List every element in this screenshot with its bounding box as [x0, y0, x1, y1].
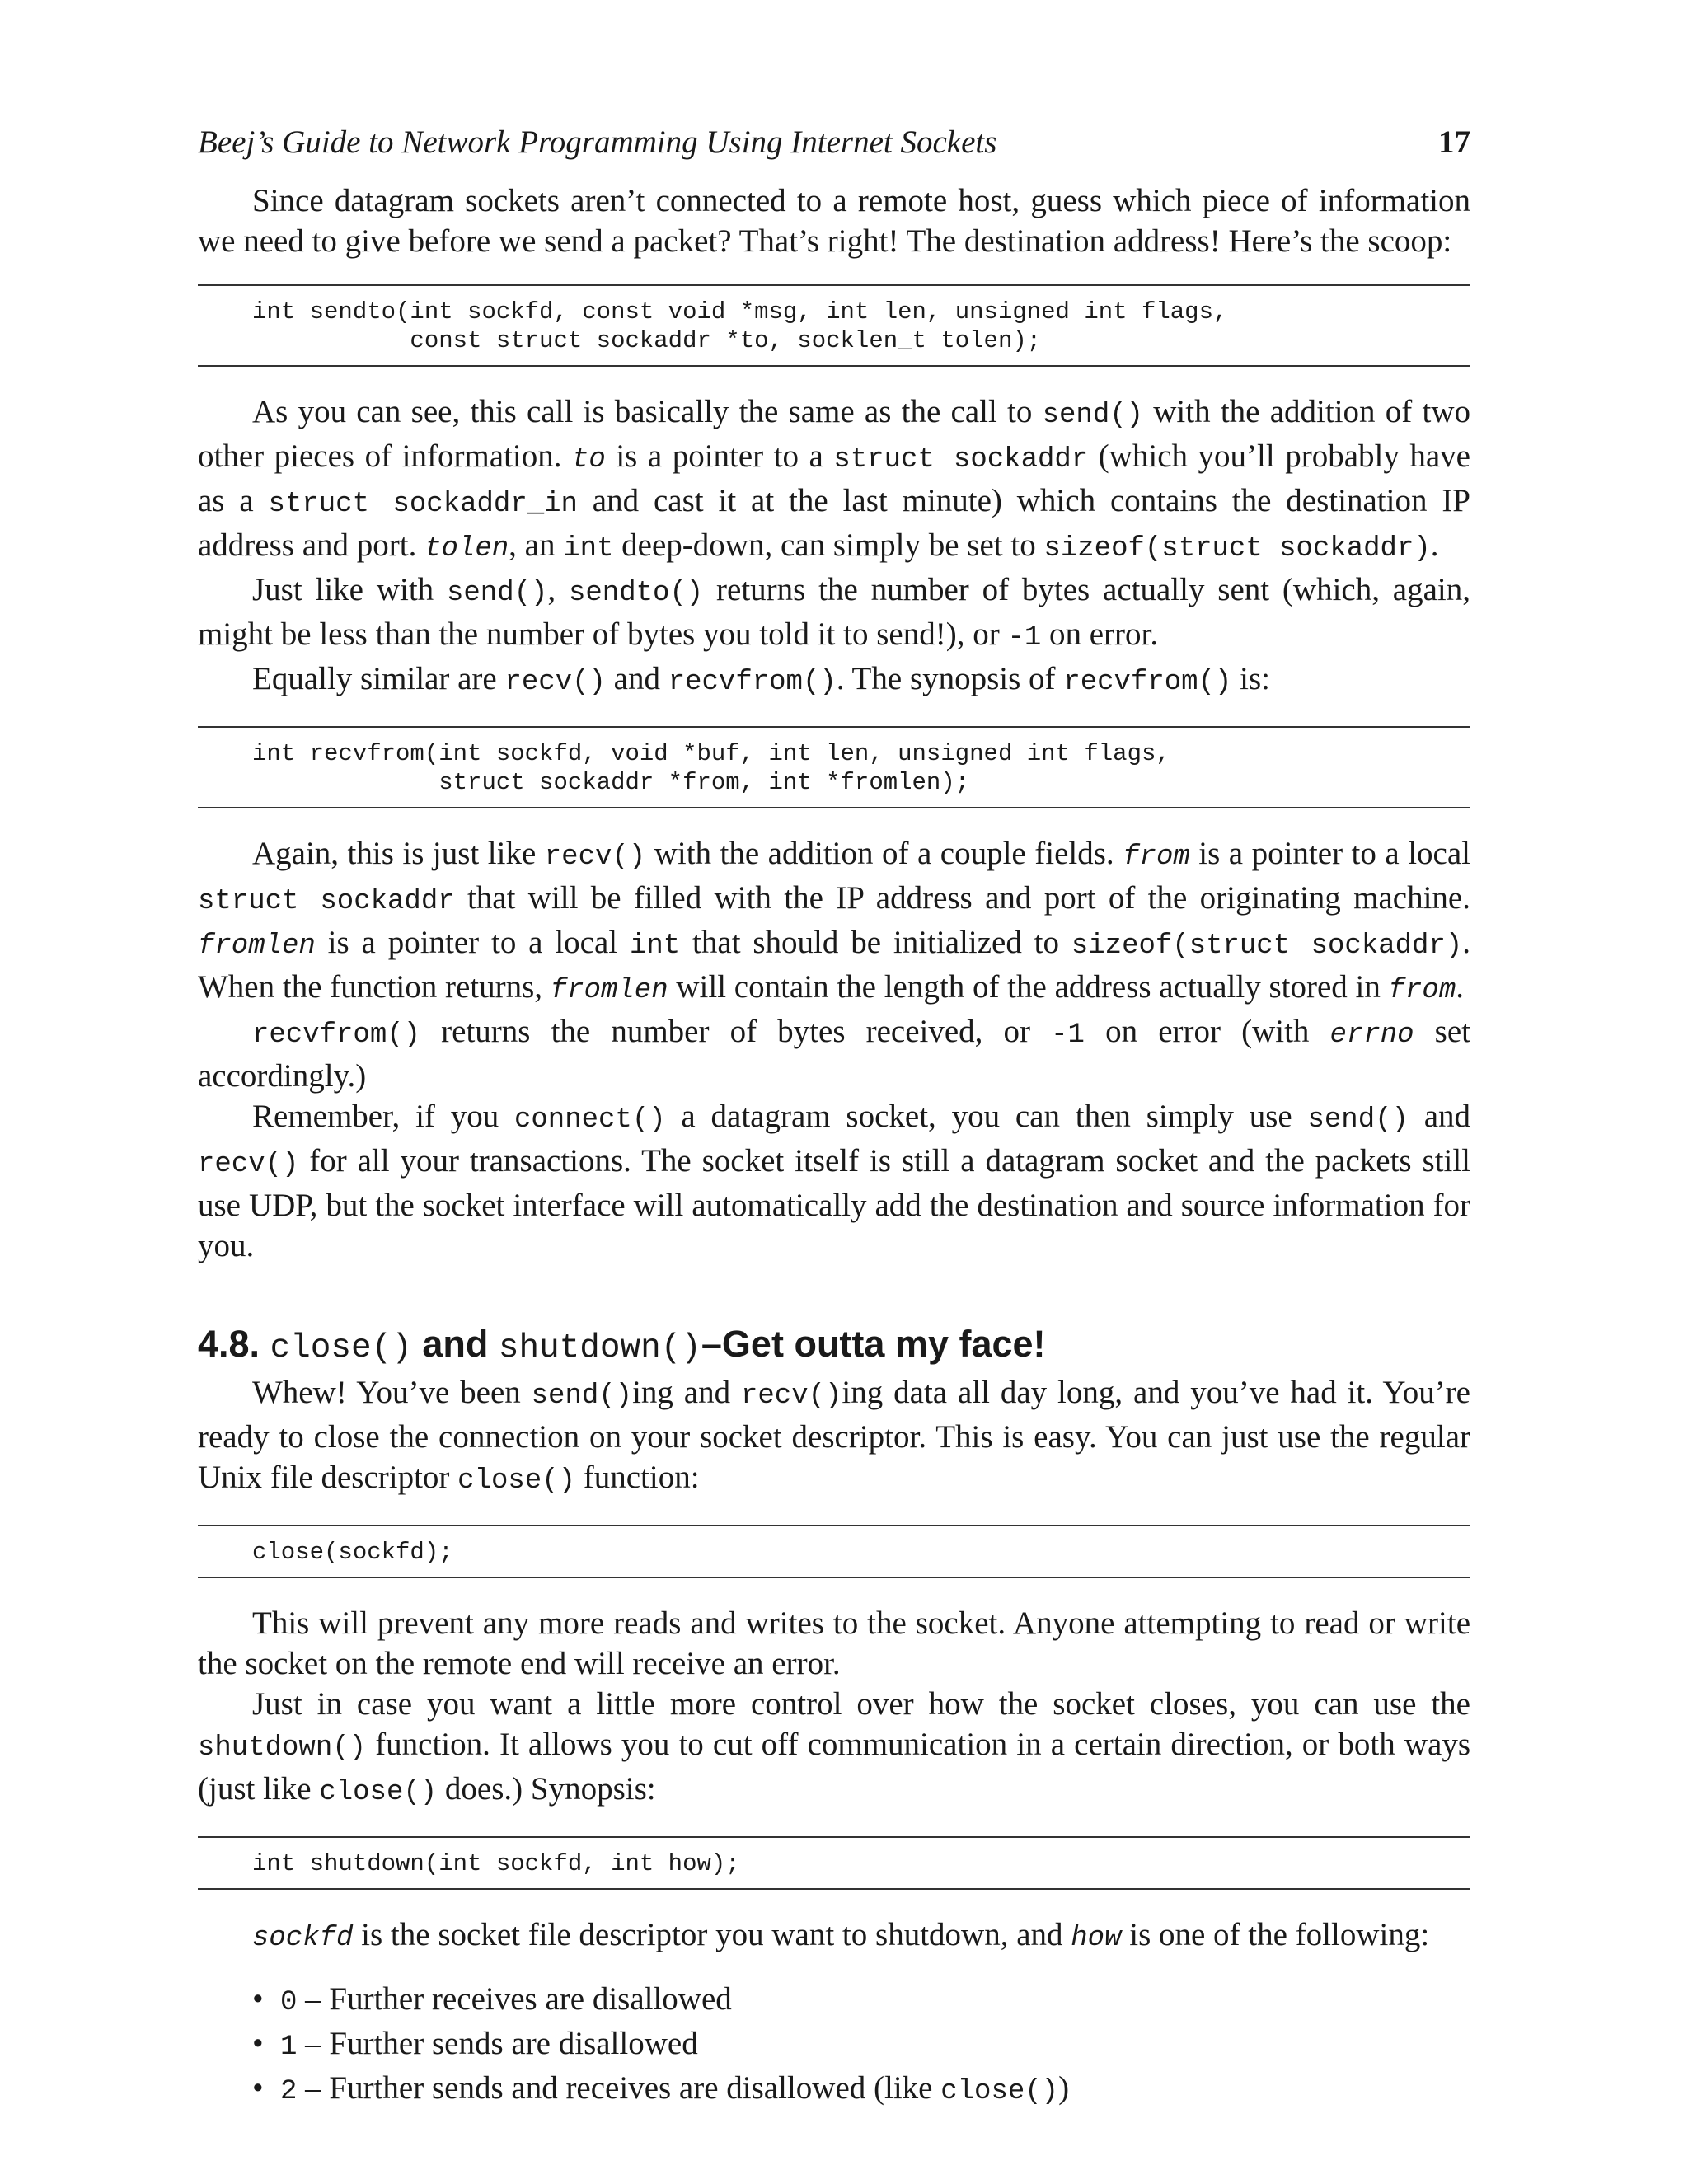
bullet-icon: • [252, 2026, 264, 2061]
paragraph-recvfrom-explained: Again, this is just like recv() with the addition of a couple fields. from is a pointer to a local struct sockaddr that will be filled with the IP address and port of the originating machine. fromlen is a pointer to a local int that should be initialized to sizeof(struct sockaddr). When the function returns, fromlen will contain the length of the address actually stored in from. [198, 836, 1470, 1006]
section-heading-4-8: 4.8. close() and shutdown()–Get outta my face! [198, 1323, 1046, 1367]
code-block-recvfrom: int recvfrom(int sockfd, void *buf, int len, unsigned int flags, struct sockaddr *from, int *fromlen); [198, 726, 1470, 808]
paragraph-datagram-intro: Since datagram sockets aren’t connected to a remote host, guess which piece of information we need to give before we send a packet? That’s right! The destination address! Here’s the scoop: [198, 183, 1470, 259]
paragraph-recvfrom-intro: Equally similar are recv() and recvfrom(). The synopsis of recvfrom() is: [252, 661, 1270, 698]
paragraph-sendto-explained: As you can see, this call is basically the same as the call to send() with the addition of two other pieces of information. to is a pointer to a struct sockaddr (which you’ll probably have as a struct sockaddr_in and cast it at the last minute) which contains the destination IP address and port. tolen, an int deep-down, can simply be set to sizeof(struct sockaddr). [198, 394, 1470, 565]
paragraph-shutdown-params: sockfd is the socket file descriptor you want to shutdown, and how is one of the following: [252, 1917, 1430, 1954]
running-header [198, 124, 1470, 161]
bullet-icon: • [252, 2070, 264, 2106]
list-item: • 2 – Further sends and receives are disallowed (like close()) [280, 2068, 1470, 2112]
paragraph-recvfrom-return: recvfrom() returns the number of bytes received, or -1 on error (with errno set accordingly.) [198, 1014, 1470, 1094]
paragraph-close-effect: This will prevent any more reads and writes to the socket. Anyone attempting to read or write the socket on the remote end will receive an error. [198, 1605, 1470, 1681]
code-block-close: close(sockfd); [198, 1525, 1470, 1578]
paragraph-sendto-return: Just like with send(), sendto() returns the number of bytes actually sent (which, again, might be less than the number of bytes you told it to send!), or -1 on error. [198, 572, 1471, 654]
book-title: Beej’s Guide to Network Programming Using Internet Sockets [198, 124, 997, 160]
page-number: 17 [1438, 124, 1470, 160]
code-block-shutdown: int shutdown(int sockfd, int how); [198, 1836, 1470, 1890]
bullet-icon: • [252, 1981, 264, 2017]
paragraph-connect-datagram: Remember, if you connect() a datagram socket, you can then simply use send() and recv() for all your transactions. The socket itself is still a datagram socket and the packets still use UDP, but the socket interface will automatically add the destination and source information for you. [198, 1099, 1471, 1263]
list-item: • 0 – Further receives are disallowed [280, 1979, 1470, 2023]
document-page [198, 124, 1470, 2112]
paragraph-shutdown-intro: Just in case you want a little more control over how the socket closes, you can use the shutdown() function. It allows you to cut off communication in a certain direction, or both ways (just like close() does.) Synopsis: [198, 1686, 1470, 1808]
shutdown-how-list [198, 1979, 1470, 2112]
list-item: • 1 – Further sends are disallowed [280, 2023, 1470, 2068]
paragraph-close-intro: Whew! You’ve been send()ing and recv()ing data all day long, and you’ve had it. You’re ready to close the connection on your socket descriptor. This is easy. You can just use the regular Unix file descriptor close() function: [198, 1375, 1470, 1497]
code-block-sendto: int sendto(int sockfd, const void *msg, int len, unsigned int flags, const struct sockaddr *to, socklen_t tolen); [198, 284, 1470, 367]
